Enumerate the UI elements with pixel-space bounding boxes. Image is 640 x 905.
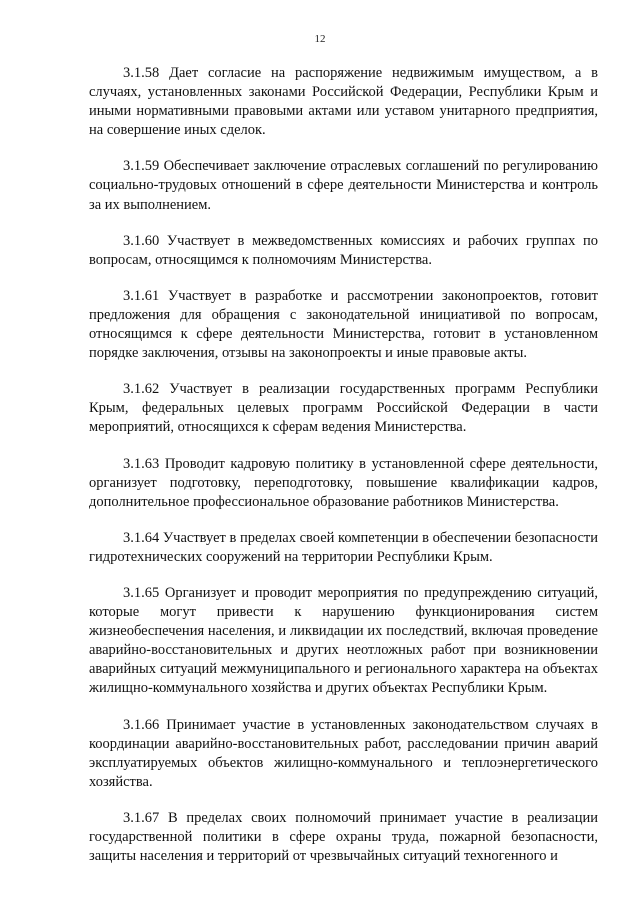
page-number: 12 [314,33,326,45]
clause-number: 3.1.66 [123,716,160,733]
clause-number: 3.1.59 [123,158,160,175]
clause-text: Проводит кадровую политику в установленной сфере деятельности, организует подготовку, переподготовку, повышение квалификации кадров, дополнительное профессиональное образование работников Министерства. [89,455,598,510]
clause-number: 3.1.64 [123,529,160,546]
clause-number: 3.1.60 [123,232,160,249]
clause-text: Участвует в разработке и рассмотрении законопроектов, готовит предложения для обращения с законодательной инициативой по вопросам, относящимся к сфере деятельности Министерства, готовит в установленном порядке заключения, отзывы на законопроекты и иные правовые акты. [89,287,598,362]
clause-text: Дает согласие на распоряжение недвижимым имуществом, а в случаях, установленных законами Российской Федерации, Республики Крым и иными нормативными правовыми актами или уставом унитарного предприятия, на совершение иных сделок. [89,65,599,139]
clause-3-1-59 [89,157,598,214]
clause-number: 3.1.58 [123,65,160,81]
clause-text: Участвует в пределах своей компетенции в обеспечении безопасности гидротехнических сооружений на территории Республики Крым. [89,529,599,565]
clause-number: 3.1.65 [123,584,160,601]
clause-number: 3.1.62 [123,381,160,398]
clause-text: В пределах своих полномочий принимает участие в реализации государственной политики в сфере охраны труда, пожарной безопасности, защиты населения и территорий от чрезвычайных ситуаций техногенного и [89,809,598,865]
clause-3-1-58 [89,64,598,140]
clause-3-1-63 [89,455,598,512]
clause-3-1-61 [89,287,598,363]
clause-text: Организует и проводит мероприятия по предупреждению ситуаций, которые могут привести к нарушению функционирования систем жизнеобеспечения населения, и ликвидации их последствий, включая проведение аварийно-восстановительных и других неотложных работ при возникновении аварийных ситуаций межмуниципального и регионального характера на объектах жилищно-коммунального хозяйства и других объектах Республики Крым. [89,584,599,697]
clause-text: Принимает участие в установленных законодательством случаях в координации аварийно-восстановительных работ, расследовании причин аварий эксплуатируемых объектов жилищно-коммунального и теплоэнергетического хозяйства. [89,716,598,790]
clause-3-1-64 [89,529,598,567]
document-body [89,64,598,883]
clause-text: Обеспечивает заключение отраслевых соглашений по регулированию социально-трудовых отношений в сфере деятельности Министерства и контроль за их выполнением. [89,158,598,213]
clause-number: 3.1.67 [123,809,160,826]
clause-3-1-60 [89,232,598,270]
clause-3-1-62 [89,380,598,437]
clause-3-1-66 [89,716,598,792]
clause-3-1-65 [89,584,598,699]
clause-3-1-67 [89,809,598,866]
clause-number: 3.1.63 [123,455,160,472]
clause-number: 3.1.61 [123,287,160,304]
clause-text: Участвует в межведомственных комиссиях и рабочих группах по вопросам, относящимся к полномочиям Министерства. [89,232,598,268]
clause-text: Участвует в реализации государственных программ Республики Крым, федеральных целевых программ Российской Федерации в части мероприятий, относящихся к сферам ведения Министерства. [89,381,599,436]
